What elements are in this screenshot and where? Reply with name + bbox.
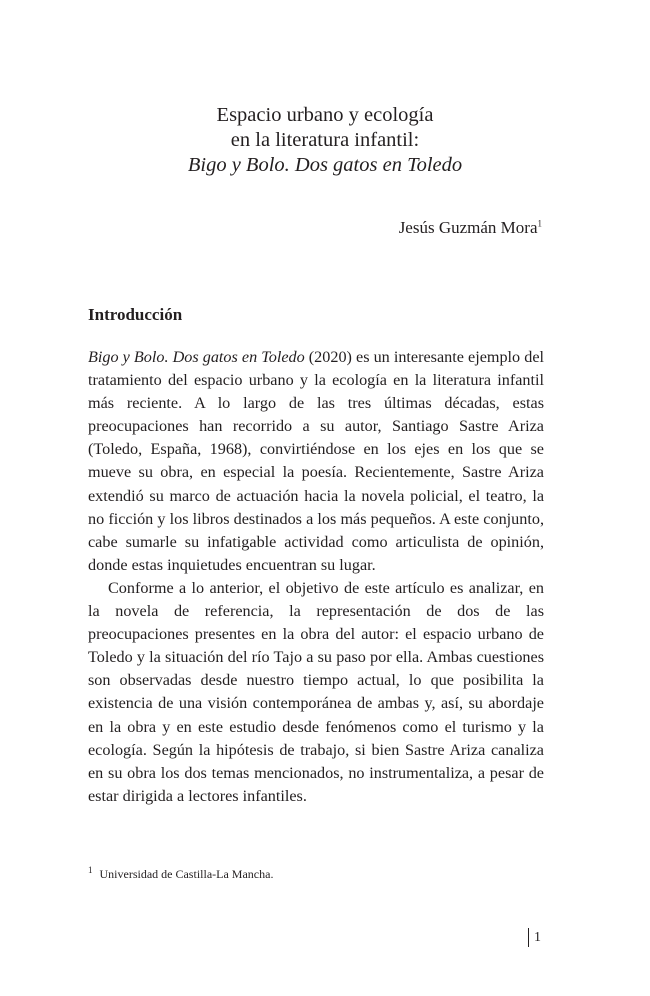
author-byline xyxy=(399,217,542,239)
title-line-2: en la literatura infantil: xyxy=(230,129,420,151)
author-name: Jesús Guzmán Mora xyxy=(398,218,538,237)
paragraph-1 xyxy=(88,346,544,577)
paragraph-1-text: (2020) es un interesante ejemplo del tratamiento del espacio urbano y la ecología en la literatura infantil más reciente. A lo largo de las tres últimas décadas, estas preocupaciones han recorrido a su autor, Santiago Sastre Ariza (Toledo, España, 1968), convirtiéndose en los ejes en los que se mueve su obra, en especial la poesía. Recientemente, Sastre Ariza extendió su marco de actuación hacia la novela policial, el teatro, la no ficción y los libros destinados a los más pequeños. A este conjunto, cabe sumarle su infatigable actividad como articulista de opinión, donde estas inquietudes encuentran su lugar. xyxy=(88,348,544,574)
author-footnote-ref[interactable]: 1 xyxy=(537,218,542,229)
article-title xyxy=(0,103,650,178)
footnote-text: Universidad de Castilla-La Mancha. xyxy=(99,867,274,881)
paragraph-2: Conforme a lo anterior, el objetivo de este artículo es analizar, en la novela de referencia, la representación de dos de las preocupaciones presentes en la obra del autor: el espacio urbano de Toledo y la situación del río Tajo a su paso por ella. Ambas cuestiones son observadas desde nuestro tiempo actual, lo que posibilita la existencia de una visión contemporánea de ambas y, así, su abordaje en la obra y en este estudio desde fenómenos como el turismo y la ecología. Según la hipótesis de trabajo, si bien Sastre Ariza canaliza en su obra los dos temas mencionados, no instrumentaliza, a pesar de estar dirigida a lectores infantiles. xyxy=(88,578,544,805)
article-body xyxy=(88,346,544,808)
footnote-mark: 1 xyxy=(88,865,93,875)
footnote xyxy=(88,862,273,882)
title-line-1: Espacio urbano y ecología xyxy=(216,104,434,126)
section-heading: Introducción xyxy=(88,305,183,324)
page-number: 1 xyxy=(528,928,541,947)
title-line-3: Bigo y Bolo. Dos gatos en Toledo xyxy=(187,154,463,176)
book-title-italic: Bigo y Bolo. Dos gatos en Toledo xyxy=(88,348,305,366)
